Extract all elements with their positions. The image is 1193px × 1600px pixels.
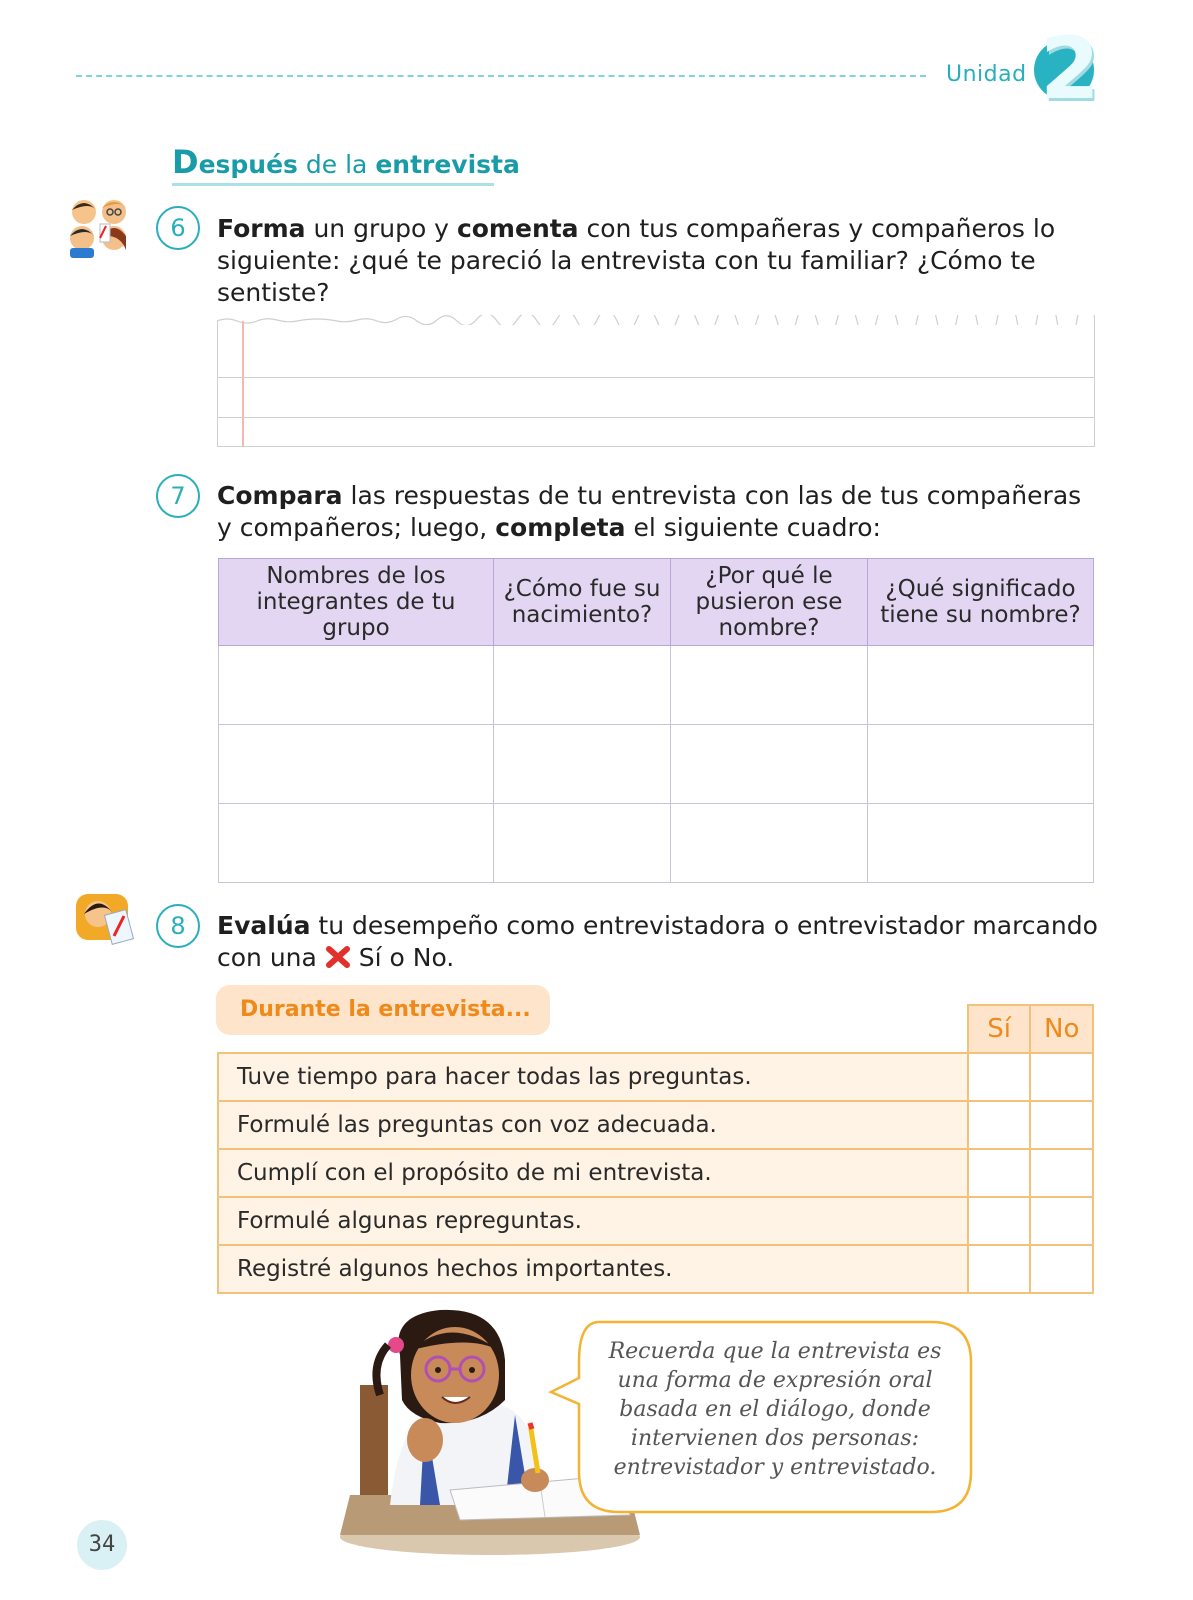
- step-7-instruction: [217, 480, 1097, 544]
- table-cell[interactable]: [219, 804, 494, 883]
- group-comparison-table: [218, 558, 1094, 883]
- table-row: [218, 1101, 1093, 1149]
- step-7-number: 7: [156, 474, 200, 518]
- group-discussion-icon: [64, 194, 134, 258]
- yes-checkbox[interactable]: [968, 1149, 1031, 1197]
- ruled-line: [218, 417, 1094, 418]
- column-header: Nombres de los integrantes de tu grupo: [219, 559, 494, 646]
- yes-checkbox[interactable]: [968, 1197, 1031, 1245]
- ruled-line: [218, 377, 1094, 378]
- yes-checkbox[interactable]: [968, 1101, 1031, 1149]
- unit-number: 2: [1040, 19, 1100, 119]
- title-word-1: espués: [198, 150, 298, 179]
- table-row: [219, 725, 1094, 804]
- evaluation-statement: Formulé las preguntas con voz adecuada.: [218, 1101, 968, 1149]
- step-8-number: 8: [156, 904, 200, 948]
- title-word-3: entrevista: [375, 150, 520, 179]
- yes-checkbox[interactable]: [968, 1245, 1031, 1293]
- step-6-instruction: [217, 213, 1097, 309]
- column-header: ¿Cómo fue su nacimiento?: [494, 559, 671, 646]
- table-row: [218, 1149, 1093, 1197]
- no-checkbox[interactable]: [1030, 1101, 1093, 1149]
- step-6-text-2: con tus compañeras y compañeros lo siguiente: ¿qué te pareció la entrevista con tu familiar? ¿Cómo te sentiste?: [217, 214, 1056, 307]
- step-7-text-2: el siguiente cuadro:: [625, 513, 881, 542]
- table-row: [219, 804, 1094, 883]
- table-header-row: [219, 559, 1094, 646]
- evaluation-statement: Formulé algunas repreguntas.: [218, 1197, 968, 1245]
- table-cell[interactable]: [868, 804, 1094, 883]
- column-no: No: [1030, 1005, 1093, 1053]
- evaluation-statement: Cumplí con el propósito de mi entrevista.: [218, 1149, 968, 1197]
- torn-edge: [217, 315, 1095, 325]
- step-6-text-1: un grupo y: [305, 214, 457, 243]
- margin-line: [242, 321, 244, 446]
- title-first-letter: D: [172, 143, 199, 181]
- red-x-icon: [325, 945, 351, 969]
- self-evaluation-table: [217, 1004, 1094, 1294]
- column-header: ¿Qué significado tiene su nombre?: [868, 559, 1094, 646]
- table-cell[interactable]: [219, 725, 494, 804]
- header-dashed-line: [76, 75, 926, 77]
- step-7-verb-2: completa: [495, 513, 626, 542]
- column-yes: Sí: [968, 1005, 1031, 1053]
- step-6-number: 6: [156, 206, 200, 250]
- table-cell[interactable]: [671, 804, 868, 883]
- table-row: [218, 1245, 1093, 1293]
- step-8-text-1: tu desempeño como entrevistadora o entrevistador marcando con una: [217, 911, 1098, 972]
- step-8-text-2: Sí o No.: [350, 943, 455, 972]
- section-title-underline: [172, 183, 494, 186]
- step-7-verb-1: Compara: [217, 481, 343, 510]
- table-cell[interactable]: [671, 646, 868, 725]
- self-evaluation-icon: [74, 890, 136, 946]
- step-6-verb-1: Forma: [217, 214, 306, 243]
- table-cell[interactable]: [671, 725, 868, 804]
- table-row: [218, 1053, 1093, 1101]
- title-word-2: de la: [305, 150, 368, 179]
- page-number: 34: [77, 1520, 127, 1570]
- evaluation-statement: Tuve tiempo para hacer todas las preguntas.: [218, 1053, 968, 1101]
- evaluation-tab-label: Durante la entrevista...: [216, 985, 550, 1035]
- table-cell[interactable]: [868, 646, 1094, 725]
- table-cell[interactable]: [868, 725, 1094, 804]
- column-header: ¿Por qué le pusieron ese nombre?: [671, 559, 868, 646]
- section-title: [172, 143, 520, 181]
- no-checkbox[interactable]: [1030, 1245, 1093, 1293]
- table-row: [219, 646, 1094, 725]
- evaluation-header-row: [218, 1005, 1093, 1053]
- no-checkbox[interactable]: [1030, 1197, 1093, 1245]
- table-cell[interactable]: [219, 646, 494, 725]
- unit-label: Unidad: [946, 62, 1027, 87]
- step-7-text-1: las respuestas de tu entrevista con las de tus compañeras y compañeros; luego,: [217, 481, 1082, 542]
- step-8-verb-1: Evalúa: [217, 911, 311, 940]
- table-cell[interactable]: [494, 804, 671, 883]
- table-cell[interactable]: [494, 725, 671, 804]
- speech-bubble-text: Recuerda que la entrevista es una forma de expresión oral basada en el diálogo, donde intervienen dos personas: entrevistador y entrevistado.: [608, 1339, 942, 1480]
- evaluation-statement: Registré algunos hechos importantes.: [218, 1245, 968, 1293]
- yes-checkbox[interactable]: [968, 1053, 1031, 1101]
- no-checkbox[interactable]: [1030, 1053, 1093, 1101]
- writing-area[interactable]: [217, 321, 1095, 447]
- step-8-instruction: [217, 910, 1117, 974]
- table-cell[interactable]: [494, 646, 671, 725]
- step-6-verb-2: comenta: [456, 214, 579, 243]
- no-checkbox[interactable]: [1030, 1149, 1093, 1197]
- table-row: [218, 1197, 1093, 1245]
